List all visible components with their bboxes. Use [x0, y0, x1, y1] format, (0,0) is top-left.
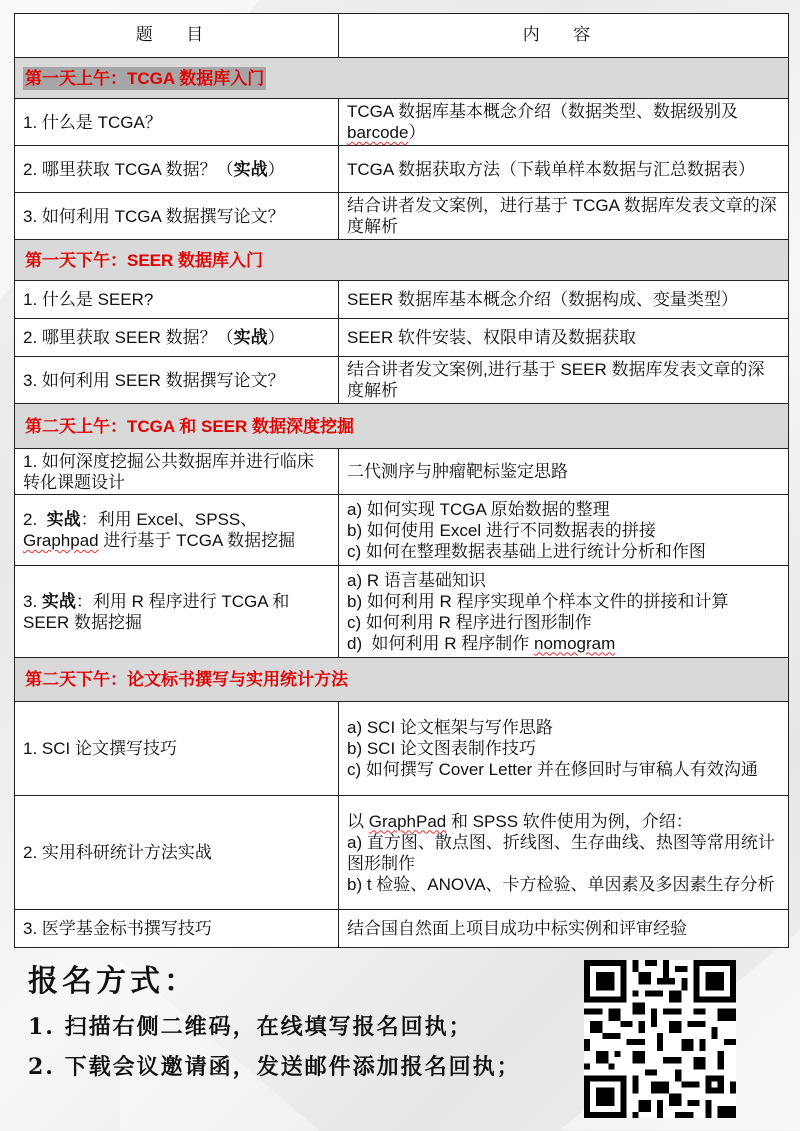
content-line: b) 如何利用 R 程序实现单个样本文件的拼接和计算 [347, 591, 729, 611]
content-cell: TCGA 数据库基本概念介绍（数据类型、数据级别及barcode） [339, 99, 789, 146]
topic-cell: 2. 哪里获取 SEER 数据？（实战） [15, 319, 339, 357]
topic-cell: 3. 如何利用 SEER 数据撰写论文？ [15, 357, 339, 404]
content-cell: SEER 软件安装、权限申请及数据获取 [339, 319, 789, 357]
topic-cell: 2. 实战：利用 Excel、SPSS、Graphpad 进行基于 TCGA 数据挖掘 [15, 495, 339, 566]
table-row [15, 319, 789, 357]
table-row [15, 796, 789, 910]
topic-cell: 1. 什么是 SEER? [15, 281, 339, 319]
topic-cell: 2. 哪里获取 TCGA 数据？（实战） [15, 146, 339, 193]
content-cell [339, 566, 789, 658]
section-label: 第一天上午：TCGA 数据库入门 [25, 68, 265, 88]
content-line: b) t 检验、ANOVA、卡方检验、单因素及多因素生存分析 [347, 874, 775, 894]
content-cell: SEER 数据库基本概念介绍（数据构成、变量类型） [339, 281, 789, 319]
content-cell: 结合国自然面上项目成功中标实例和评审经验 [339, 910, 789, 948]
table-row [15, 910, 789, 948]
topic-cell: 3. 如何利用 TCGA 数据撰写论文？ [15, 193, 339, 240]
topic-cell: 1. 什么是 TCGA？ [15, 99, 339, 146]
header-topic: 题 目 [15, 14, 339, 58]
section-label: 第一天下午：SEER 数据库入门 [25, 250, 264, 270]
section-row-day2-pm [15, 658, 789, 702]
content-line: 以 GraphPad 和 SPSS 软件使用为例，介绍： [347, 811, 693, 831]
table-row [15, 146, 789, 193]
content-cell: 结合讲者发文案例,进行基于 SEER 数据库发表文章的深度解析 [339, 357, 789, 404]
content-cell [339, 796, 789, 910]
content-line: c) 如何撰写 Cover Letter 并在修回时与审稿人有效沟通 [347, 760, 758, 779]
table-row [15, 702, 789, 796]
topic-cell: 1. SCI 论文撰写技巧 [15, 702, 339, 796]
section-row-day1-pm [15, 240, 789, 281]
section-row-day2-am [15, 404, 789, 449]
content-line: d) 如何利用 R 程序制作 nomogram [347, 633, 616, 653]
registration-block [28, 962, 521, 1082]
topic-cell: 3. 实战：利用 R 程序进行 TCGA 和 SEER 数据挖掘 [15, 566, 339, 658]
content-cell: 结合讲者发文案例，进行基于 TCGA 数据库发表文章的深度解析 [339, 193, 789, 240]
header-content: 内 容 [339, 14, 789, 58]
section-label: 第二天上午：TCGA 和 SEER 数据深度挖掘 [25, 416, 354, 436]
registration-title: 报名方式： [28, 964, 198, 999]
content-line: b) SCI 论文图表制作技巧 [347, 739, 536, 758]
table-row [15, 566, 789, 658]
content-line: c) 如何在整理数据表基础上进行统计分析和作图 [347, 541, 706, 561]
content-cell [339, 702, 789, 796]
topic-cell: 3. 医学基金标书撰写技巧 [15, 910, 339, 948]
content-cell [339, 495, 789, 566]
table-row [15, 99, 789, 146]
table-header-row [15, 14, 789, 58]
topic-cell: 1. 如何深度挖掘公共数据库并进行临床转化课题设计 [15, 449, 339, 495]
qr-code[interactable] [584, 960, 736, 1118]
schedule-table [14, 13, 789, 948]
table-row [15, 357, 789, 404]
table-row [15, 495, 789, 566]
content-line: a) 如何实现 TCGA 原始数据的整理 [347, 499, 610, 519]
qr-code-icon [584, 960, 736, 1118]
table-row [15, 449, 789, 495]
topic-cell: 2. 实用科研统计方法实战 [15, 796, 339, 910]
table-row [15, 281, 789, 319]
content-line: a) SCI 论文框架与写作思路 [347, 718, 553, 737]
content-line: c) 如何利用 R 程序进行图形制作 [347, 612, 592, 632]
section-label: 第二天下午：论文标书撰写与实用统计方法 [25, 670, 348, 689]
registration-item: 2. 下载会议邀请函，发送邮件添加报名回执； [28, 1054, 521, 1080]
section-row-day1-am [15, 58, 789, 99]
content-cell: TCGA 数据获取方法（下载单样本数据与汇总数据表） [339, 146, 789, 193]
content-line: a) 直方图、散点图、折线图、生存曲线、热图等常用统计图形制作 [347, 832, 775, 873]
table-row [15, 193, 789, 240]
content-line: a) R 语言基础知识 [347, 570, 486, 590]
content-line: b) 如何使用 Excel 进行不同数据表的拼接 [347, 520, 656, 540]
content-cell: 二代测序与肿瘤靶标鉴定思路 [339, 449, 789, 495]
registration-item: 1. 扫描右侧二维码，在线填写报名回执； [28, 1014, 473, 1040]
